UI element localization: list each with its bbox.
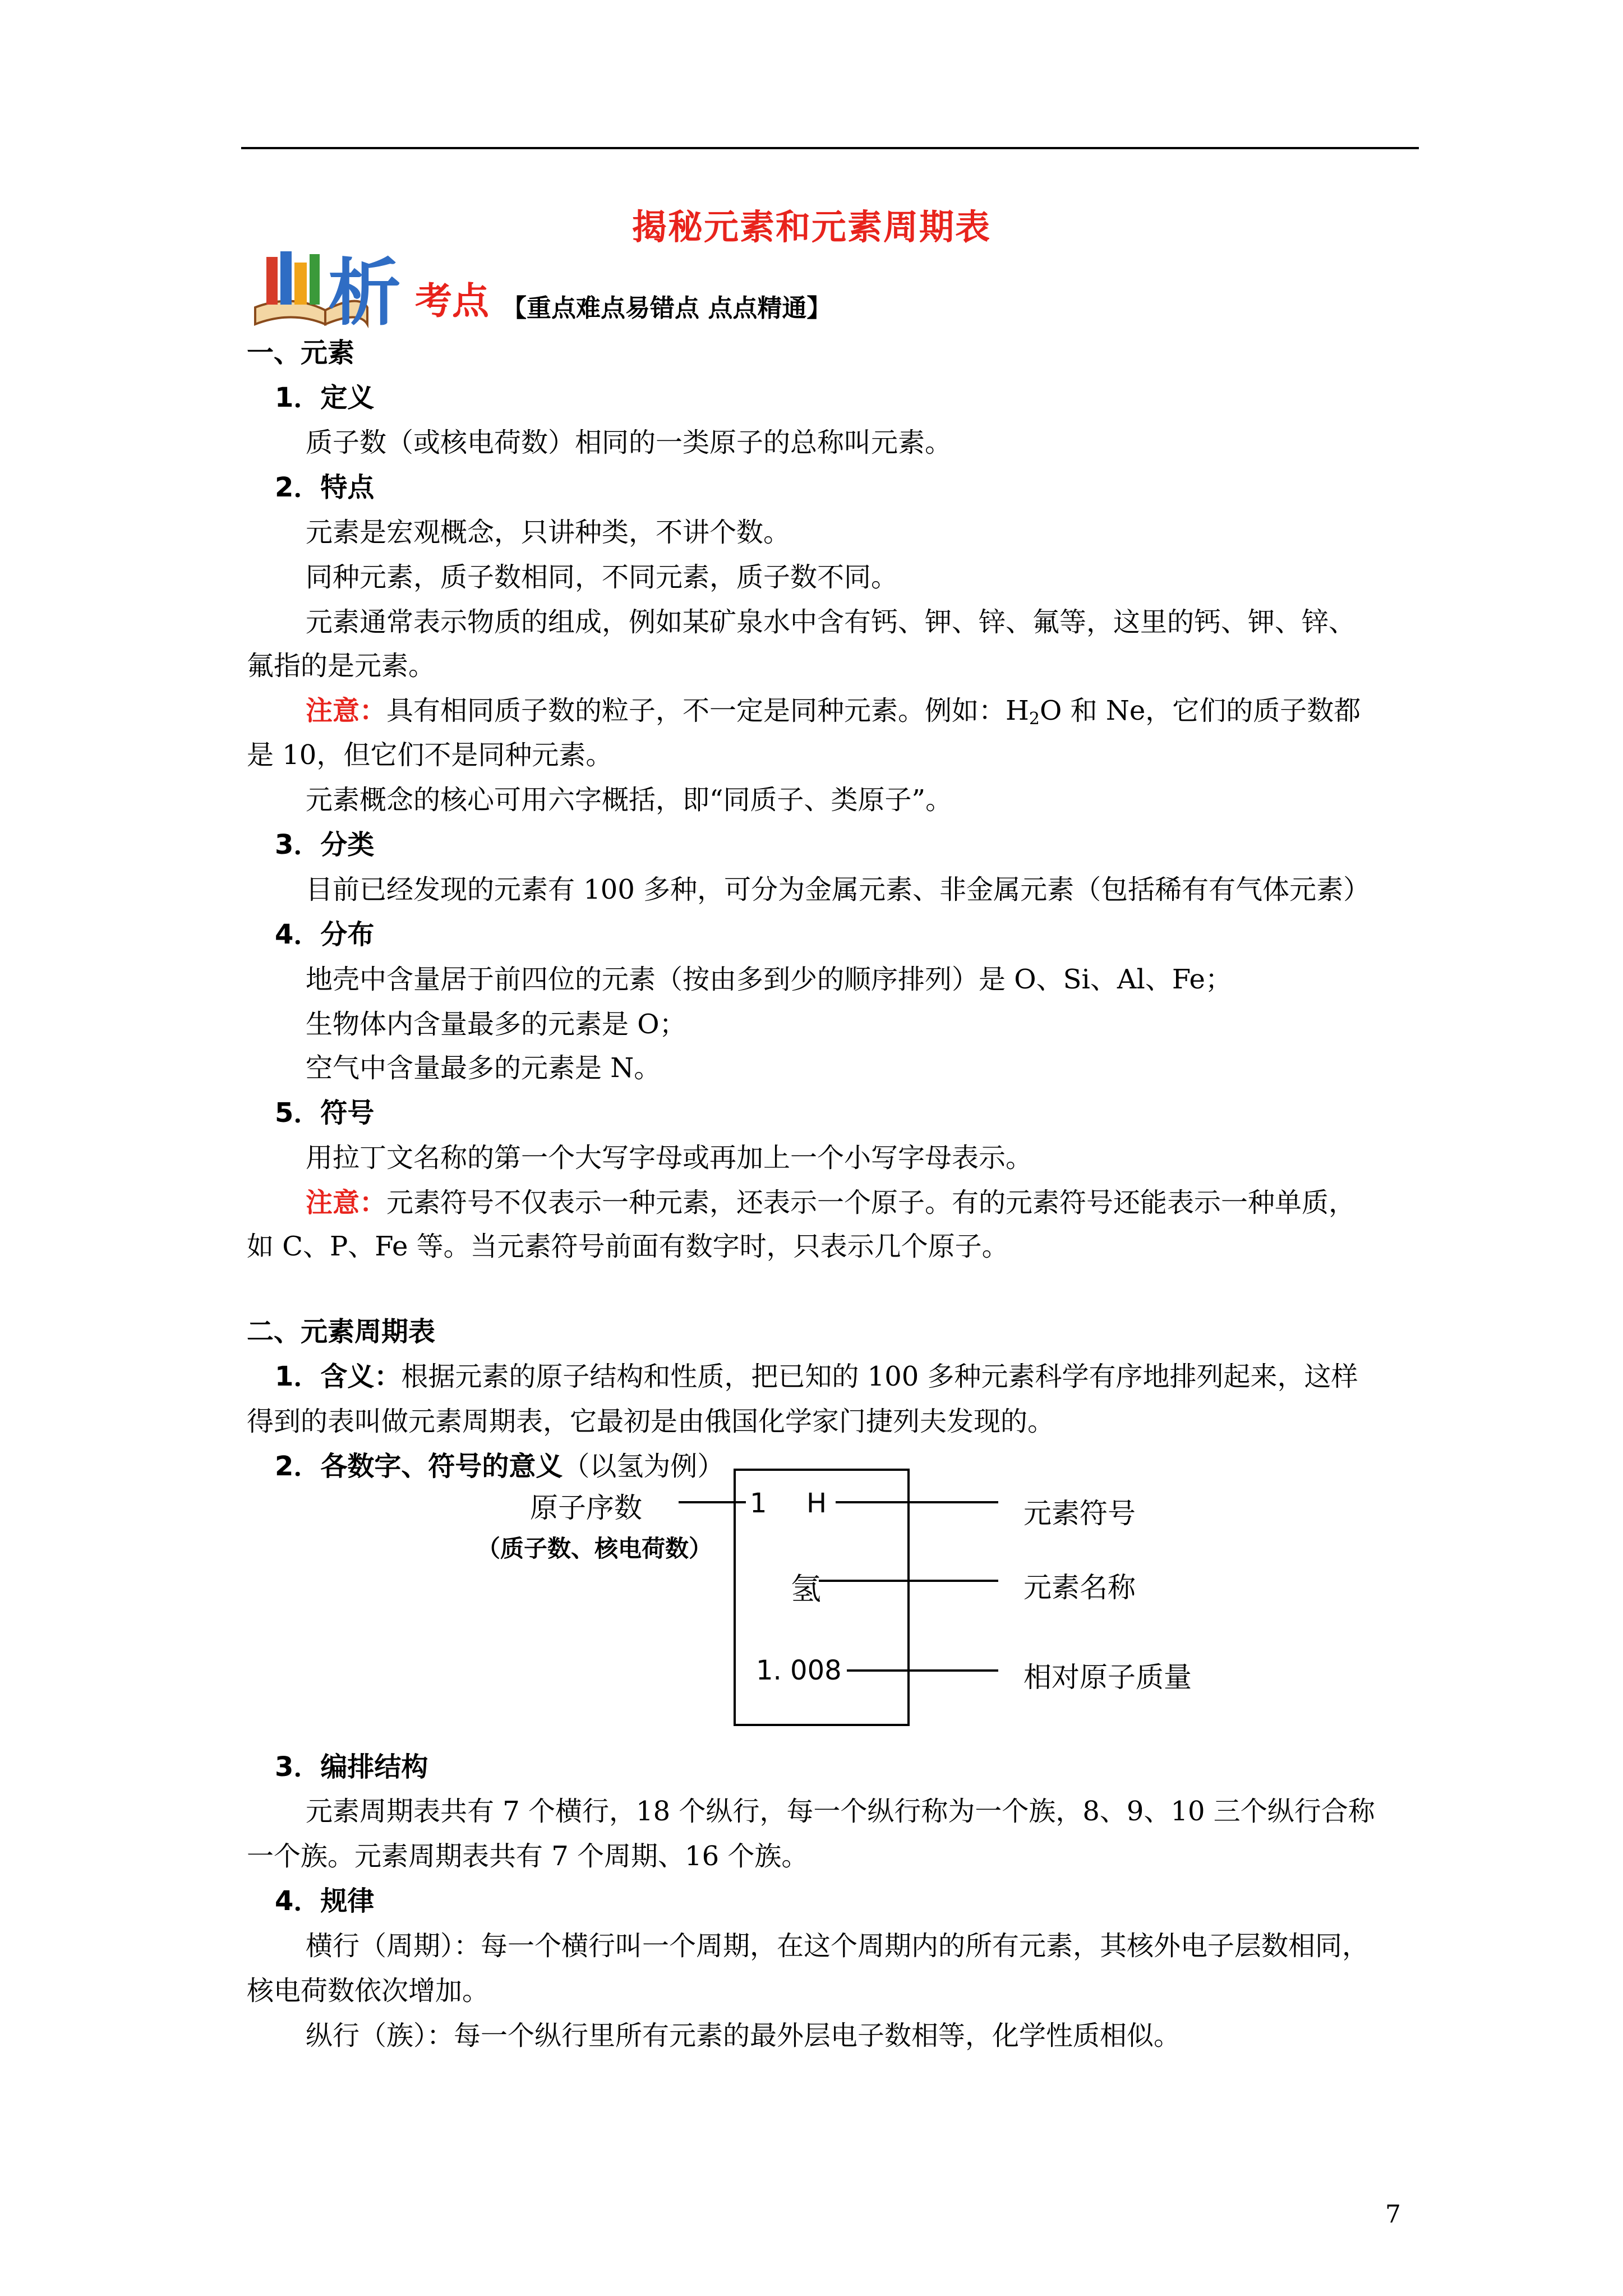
meaning-heading: 1．含义： (275, 1361, 402, 1392)
note-2-text-a: 元素符号不仅表示一种元素，还表示一个原子。有的元素符号还能表示一种单质， (386, 1187, 1356, 1218)
header-rule (241, 147, 1419, 149)
meaning-text-b: 得到的表叫做元素周期表，它最初是由俄国化学家门捷列夫发现的。 (247, 1406, 1055, 1437)
note-2-label: 注意： (306, 1187, 387, 1218)
label-atomic-mass: 相对原子质量 (1023, 1661, 1192, 1694)
note-label: 注意： (306, 695, 387, 726)
note-1-text-b: O 和 Ne，它们的质子数都 (1039, 695, 1361, 726)
structure-heading: 3．编排结构 (275, 1751, 428, 1783)
note-1-subscript: 2 (1029, 709, 1040, 729)
note-2 (306, 1189, 1355, 1216)
section-banner (247, 240, 920, 335)
element-mass: 1. 008 (756, 1655, 842, 1686)
page-title: 揭秘元素和元素周期表 (631, 206, 991, 247)
meaning-text-a: 根据元素的原子结构和性质，把已知的 100 多种元素科学有序地排列起来，这样 (401, 1361, 1358, 1392)
rule-1b: 核电荷数依次增加。 (247, 1975, 490, 2007)
definition-heading: 1．定义 (275, 382, 375, 413)
note-1 (306, 697, 1361, 728)
symbol-heading: 5．符号 (275, 1097, 375, 1129)
classification-text: 目前已经发现的元素有 100 多种，可分为金属元素、非金属元素（包括稀有有气体元素） (306, 874, 1371, 905)
features-heading: 2．特点 (275, 472, 375, 503)
banner-tagline: 【重点难点易错点 点点精通】 (502, 294, 832, 323)
element-symbol: H (806, 1488, 827, 1519)
rule-2: 纵行（族）：每一个纵行里所有元素的最外层电子数相等，化学性质相似。 (306, 2020, 1181, 2051)
feature-4: 元素概念的核心可用六字概括，即“同质子、类原子”。 (306, 784, 953, 816)
feature-2: 同种元素，质子数相同，不同元素，质子数不同。 (306, 562, 898, 593)
banner-char: 析 (328, 250, 402, 335)
meaning-line (275, 1363, 1358, 1390)
rules-heading: 4．规律 (275, 1885, 375, 1917)
distribution-2: 生物体内含量最多的元素是 O； (306, 1009, 686, 1040)
structure-text-a: 元素周期表共有 7 个横行，18 个纵行，每一个纵行称为一个族，8、9、10 三个纵行合称 (306, 1796, 1375, 1827)
atomic-number-sublabel: （质子数、核电荷数） (477, 1535, 713, 1562)
label-element-symbol: 元素符号 (1023, 1497, 1136, 1530)
element-cell-diagram (477, 1458, 1228, 1756)
feature-3b: 氟指的是元素。 (247, 650, 436, 682)
distribution-heading: 4．分布 (275, 919, 375, 950)
symbol-text: 用拉丁文名称的第一个大写字母或再加上一个小写字母表示。 (306, 1142, 1033, 1174)
section1-heading: 一、元素 (247, 337, 355, 369)
feature-1: 元素是宏观概念，只讲种类，不讲个数。 (306, 517, 791, 548)
structure-text-b: 一个族。元素周期表共有 7 个周期、16 个族。 (247, 1841, 809, 1872)
page-number: 7 (1385, 2200, 1401, 2229)
note-2-continued: 如 C、P、Fe 等。当元素符号前面有数字时，只表示几个原子。 (247, 1231, 1009, 1262)
classification-heading: 3．分类 (275, 829, 375, 861)
symbols-meaning-heading: 2．各数字、符号的意义 (275, 1451, 563, 1482)
section2-heading: 二、元素周期表 (247, 1316, 436, 1347)
label-element-name: 元素名称 (1023, 1571, 1136, 1604)
note-1-continued: 是 10，但它们不是同种元素。 (247, 739, 613, 771)
symbols-meaning-tail: （以氢为例） (562, 1451, 725, 1482)
distribution-3: 空气中含量最多的元素是 N。 (306, 1052, 661, 1084)
banner-label: 考点 (415, 279, 489, 323)
rule-1a: 横行（周期）：每一个横行叫一个周期，在这个周期内的所有元素，其核外电子层数相同， (306, 1930, 1370, 1962)
element-name: 氢 (791, 1571, 821, 1607)
note-1-text-a: 具有相同质子数的粒子，不一定是同种元素。例如：H (386, 695, 1029, 726)
distribution-1: 地壳中含量居于前四位的元素（按由多到少的顺序排列）是 O、Si、Al、Fe； (306, 964, 1232, 995)
feature-3a: 元素通常表示物质的组成，例如某矿泉水中含有钙、钾、锌、氟等，这里的钙、钾、锌、 (306, 606, 1356, 638)
definition-text: 质子数（或核电荷数）相同的一类原子的总称叫元素。 (306, 427, 952, 458)
element-number: 1 (750, 1488, 767, 1519)
atomic-number-label: 原子序数 (530, 1492, 642, 1524)
